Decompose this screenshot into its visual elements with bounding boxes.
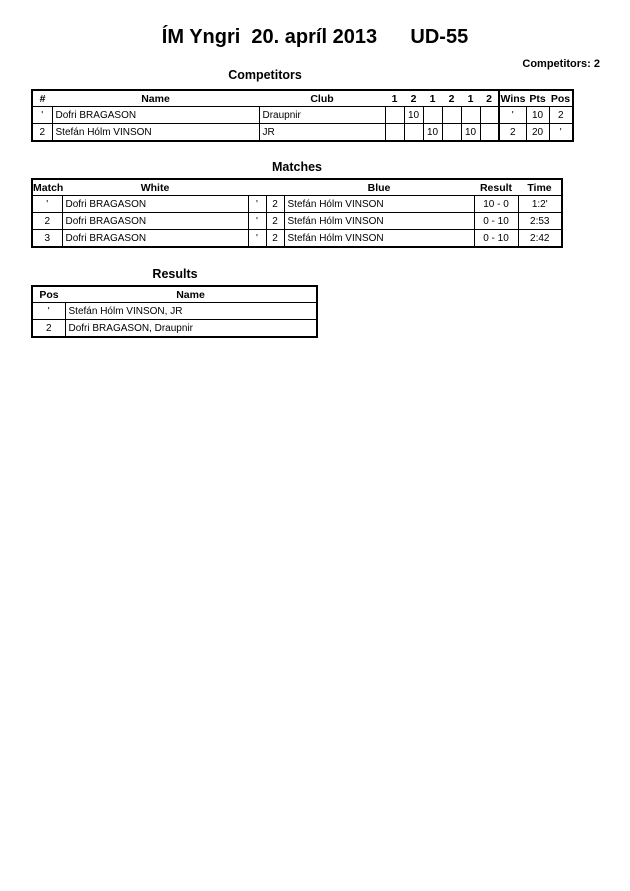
- cell-score: [404, 124, 423, 142]
- cell-pts: 20: [526, 124, 549, 142]
- cell-pos: ': [32, 303, 65, 320]
- cell-score: [385, 124, 404, 142]
- cell-score: [480, 124, 499, 142]
- matches-table: [31, 178, 563, 248]
- cell-white-num: ': [248, 230, 266, 248]
- table-row: [32, 303, 317, 320]
- table-row: [32, 320, 317, 338]
- competitors-heading: Competitors: [228, 68, 302, 82]
- cell-match: 2: [32, 213, 62, 230]
- col-round: 1: [461, 90, 480, 107]
- cell-blue: Stefán Hólm VINSON: [284, 213, 474, 230]
- col-time: Time: [518, 179, 562, 196]
- results-table: [31, 285, 318, 338]
- matches-heading: Matches: [271, 160, 323, 174]
- cell-pos: ': [549, 124, 573, 142]
- competitors-header-row: [32, 90, 573, 107]
- col-match: Match: [32, 179, 62, 196]
- col-white-num: [248, 179, 266, 196]
- cell-score: [442, 124, 461, 142]
- cell-score: [442, 107, 461, 124]
- cell-pts: 10: [526, 107, 549, 124]
- cell-name: Dofri BRAGASON, Draupnir: [65, 320, 317, 338]
- cell-time: 2:53: [518, 213, 562, 230]
- matches-header-row: [32, 179, 562, 196]
- col-blue: Blue: [284, 179, 474, 196]
- cell-score: 10: [461, 124, 480, 142]
- cell-num: ': [32, 107, 52, 124]
- cell-blue-num: 2: [266, 213, 284, 230]
- col-wins: Wins: [499, 90, 526, 107]
- col-name: Name: [65, 286, 317, 303]
- cell-score: 10: [404, 107, 423, 124]
- cell-num: 2: [32, 124, 52, 142]
- cell-blue: Stefán Hólm VINSON: [284, 230, 474, 248]
- cell-name: Dofri BRAGASON: [52, 107, 259, 124]
- page-title: ÍM Yngri 20. apríl 2013 UD-55: [161, 26, 469, 48]
- cell-white: Dofri BRAGASON: [62, 196, 248, 213]
- cell-match: 3: [32, 230, 62, 248]
- cell-blue-num: 2: [266, 230, 284, 248]
- cell-white: Dofri BRAGASON: [62, 213, 248, 230]
- col-pts: Pts: [526, 90, 549, 107]
- cell-score: [480, 107, 499, 124]
- col-result: Result: [474, 179, 518, 196]
- cell-name: Stefán Hólm VINSON: [52, 124, 259, 142]
- cell-result: 10 - 0: [474, 196, 518, 213]
- cell-white-num: ': [248, 213, 266, 230]
- col-round: 2: [480, 90, 499, 107]
- cell-match: ': [32, 196, 62, 213]
- col-round: 1: [385, 90, 404, 107]
- cell-time: 1:2': [518, 196, 562, 213]
- cell-pos: 2: [549, 107, 573, 124]
- table-row: [32, 196, 562, 213]
- col-num: #: [32, 90, 52, 107]
- cell-club: Draupnir: [259, 107, 385, 124]
- cell-result: 0 - 10: [474, 230, 518, 248]
- col-blue-num: [266, 179, 284, 196]
- col-pos: Pos: [32, 286, 65, 303]
- competitors-count: Competitors: 2: [522, 58, 600, 70]
- cell-wins: 2: [499, 124, 526, 142]
- table-row: [32, 107, 573, 124]
- cell-white: Dofri BRAGASON: [62, 230, 248, 248]
- cell-wins: ': [499, 107, 526, 124]
- cell-score: [423, 107, 442, 124]
- results-header-row: [32, 286, 317, 303]
- col-white: White: [62, 179, 248, 196]
- cell-blue-num: 2: [266, 196, 284, 213]
- cell-club: JR: [259, 124, 385, 142]
- results-heading: Results: [152, 267, 198, 281]
- cell-blue: Stefán Hólm VINSON: [284, 196, 474, 213]
- col-name: Name: [52, 90, 259, 107]
- cell-white-num: ': [248, 196, 266, 213]
- col-round: 2: [442, 90, 461, 107]
- col-round: 1: [423, 90, 442, 107]
- cell-score: 10: [423, 124, 442, 142]
- col-pos: Pos: [549, 90, 573, 107]
- cell-pos: 2: [32, 320, 65, 338]
- col-club: Club: [259, 90, 385, 107]
- cell-time: 2:42: [518, 230, 562, 248]
- cell-score: [385, 107, 404, 124]
- cell-result: 0 - 10: [474, 213, 518, 230]
- table-row: [32, 230, 562, 248]
- cell-score: [461, 107, 480, 124]
- cell-name: Stefán Hólm VINSON, JR: [65, 303, 317, 320]
- table-row: [32, 213, 562, 230]
- table-row: [32, 124, 573, 142]
- competitors-table: [31, 89, 574, 142]
- col-round: 2: [404, 90, 423, 107]
